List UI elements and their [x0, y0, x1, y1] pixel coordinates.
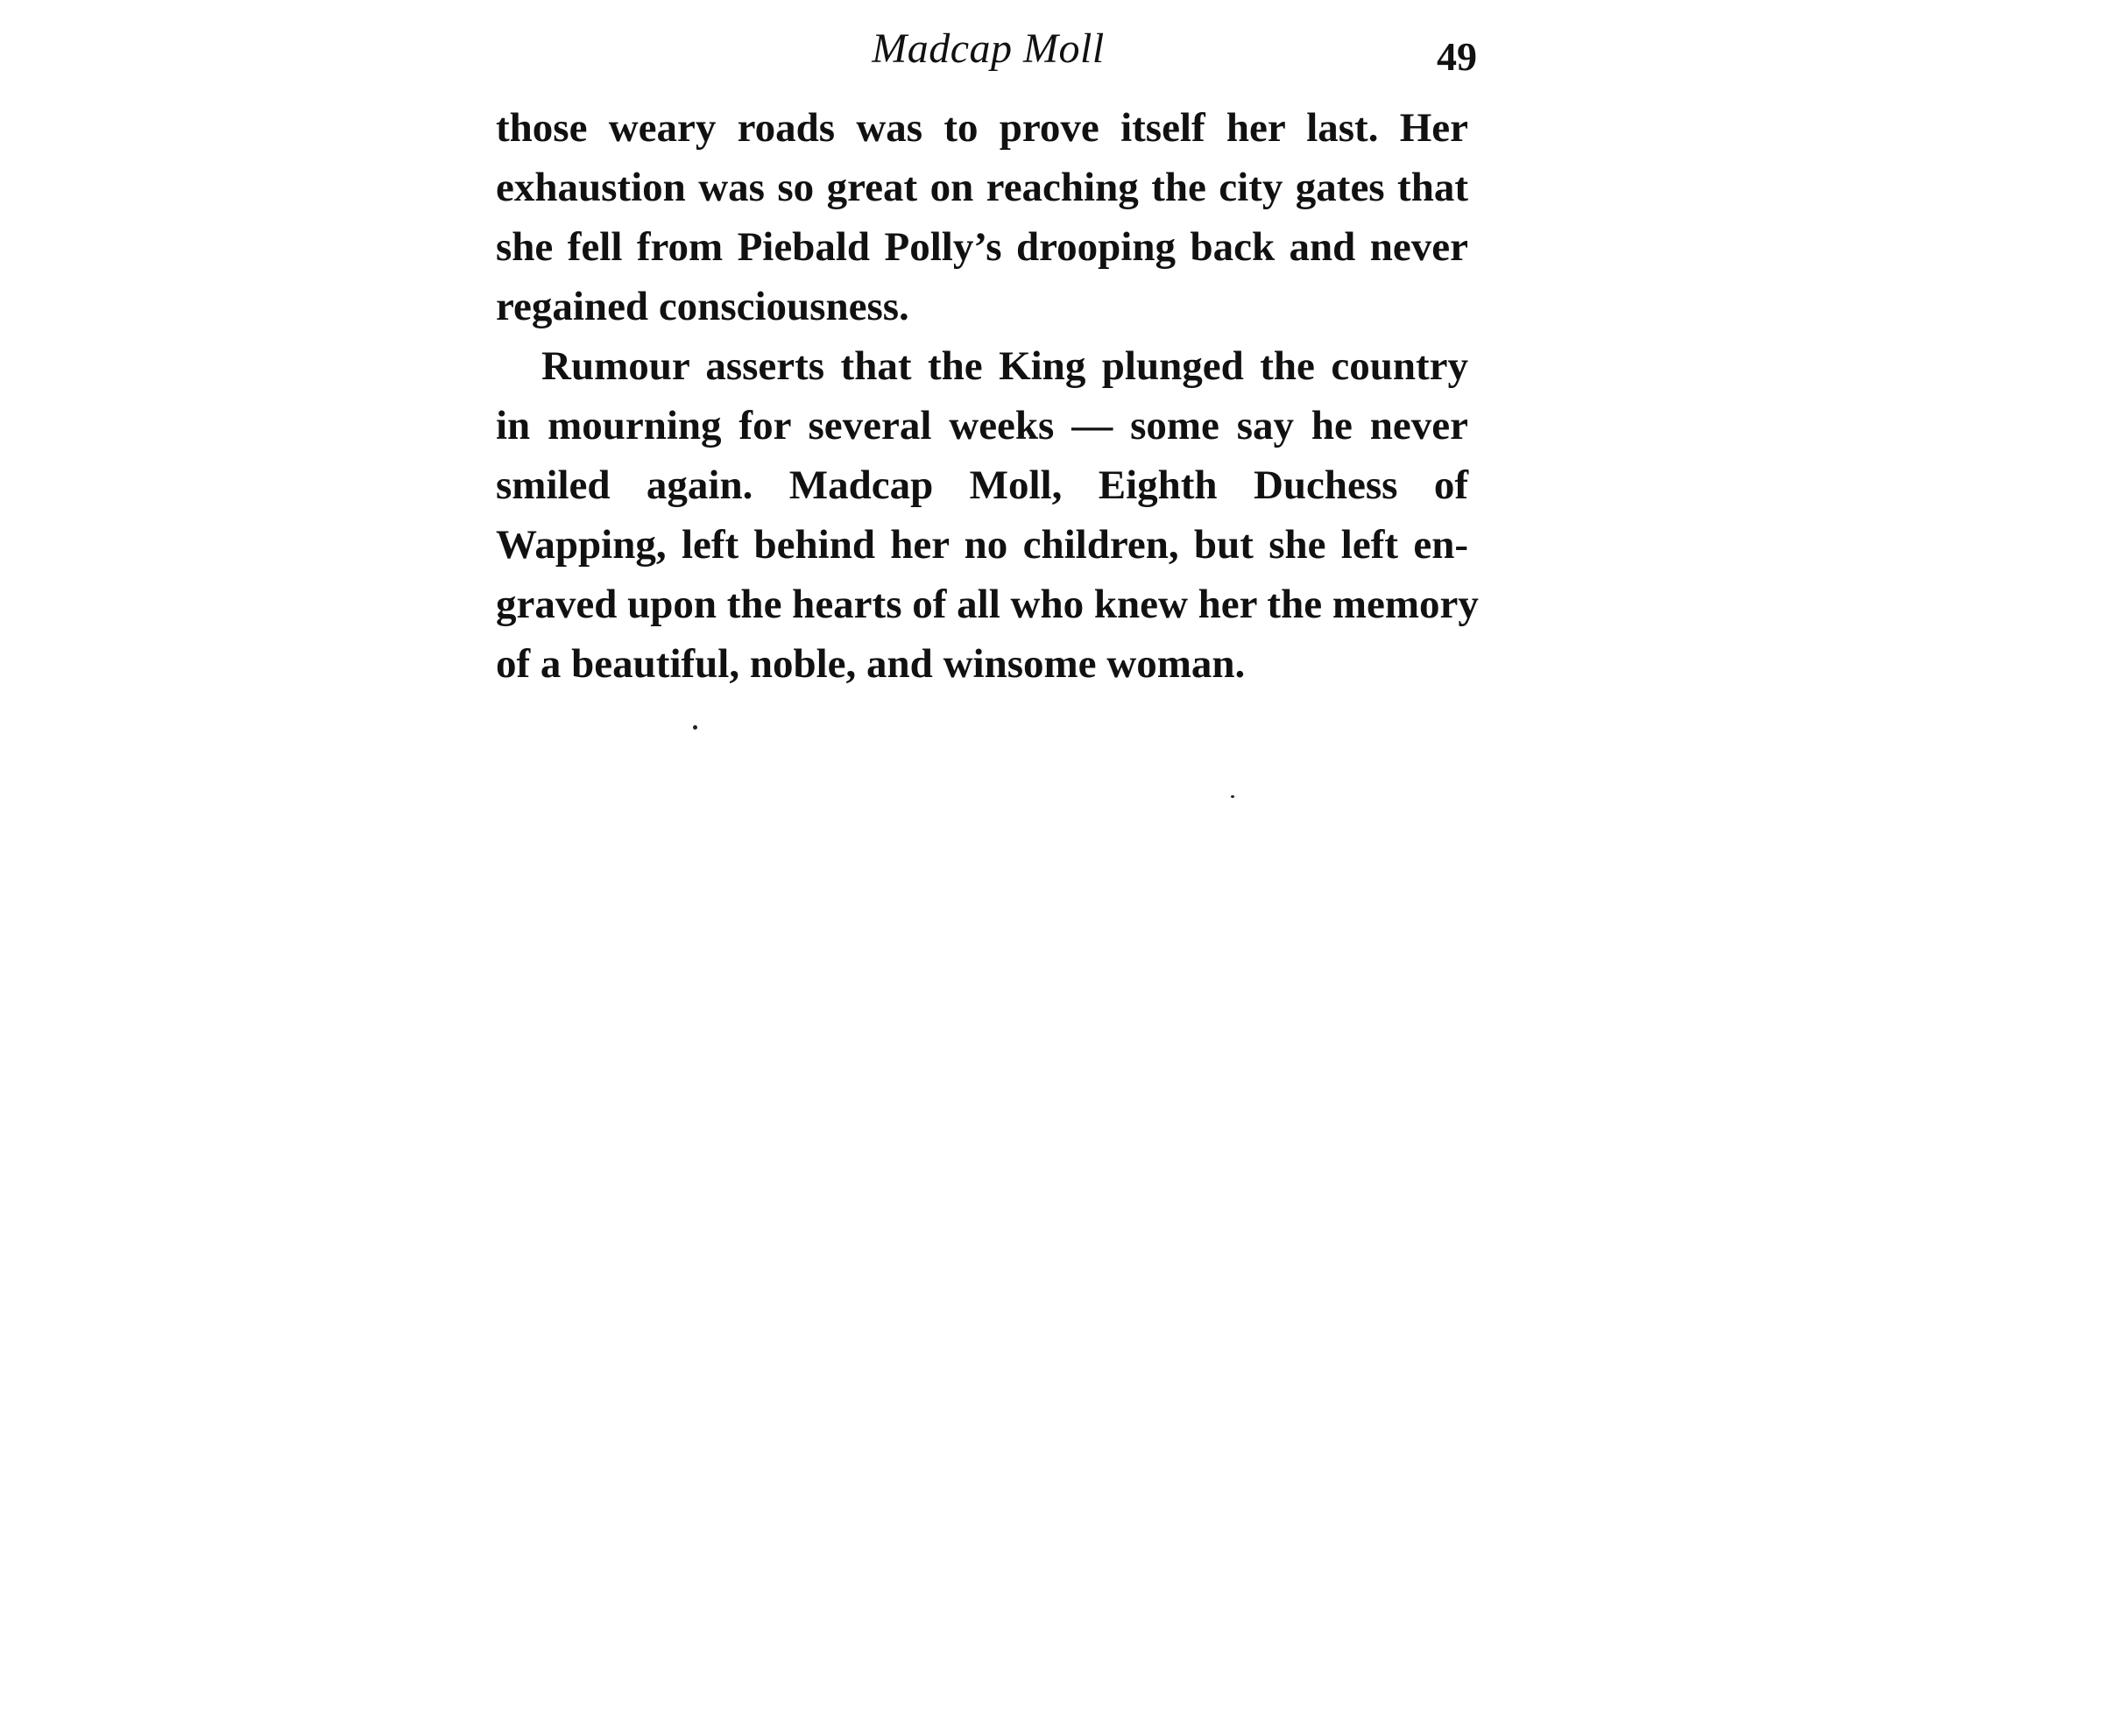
text-line: those weary roads was to prove itself her last. Her: [496, 105, 1468, 151]
scan-speck: [693, 725, 697, 730]
paragraph: [496, 98, 1468, 336]
text-line: she fell from Piebald Polly’s drooping back and never: [496, 224, 1468, 270]
text-line: graved upon the hearts of all who knew her the memory: [496, 582, 1479, 627]
scan-speck: [1231, 795, 1234, 798]
page-number: 49: [1437, 34, 1477, 79]
text-line: Wapping, left behind her no children, but she left en-: [496, 522, 1468, 568]
running-title: Madcap Moll: [872, 25, 1105, 72]
text-line: of a beautiful, noble, and winsome woman.: [496, 641, 1246, 687]
body-text: [496, 98, 1479, 694]
text-line: Rumour asserts that the King plunged the country: [541, 343, 1468, 389]
paragraph: [496, 336, 1479, 694]
text-line: exhaustion was so great on reaching the city gates that: [496, 165, 1468, 210]
running-head: [496, 21, 1481, 82]
text-line: smiled again. Madcap Moll, Eighth Duchess of: [496, 462, 1468, 508]
text-line: regained consciousness.: [496, 284, 909, 329]
text-line: in mourning for several weeks — some say he never: [496, 403, 1468, 448]
